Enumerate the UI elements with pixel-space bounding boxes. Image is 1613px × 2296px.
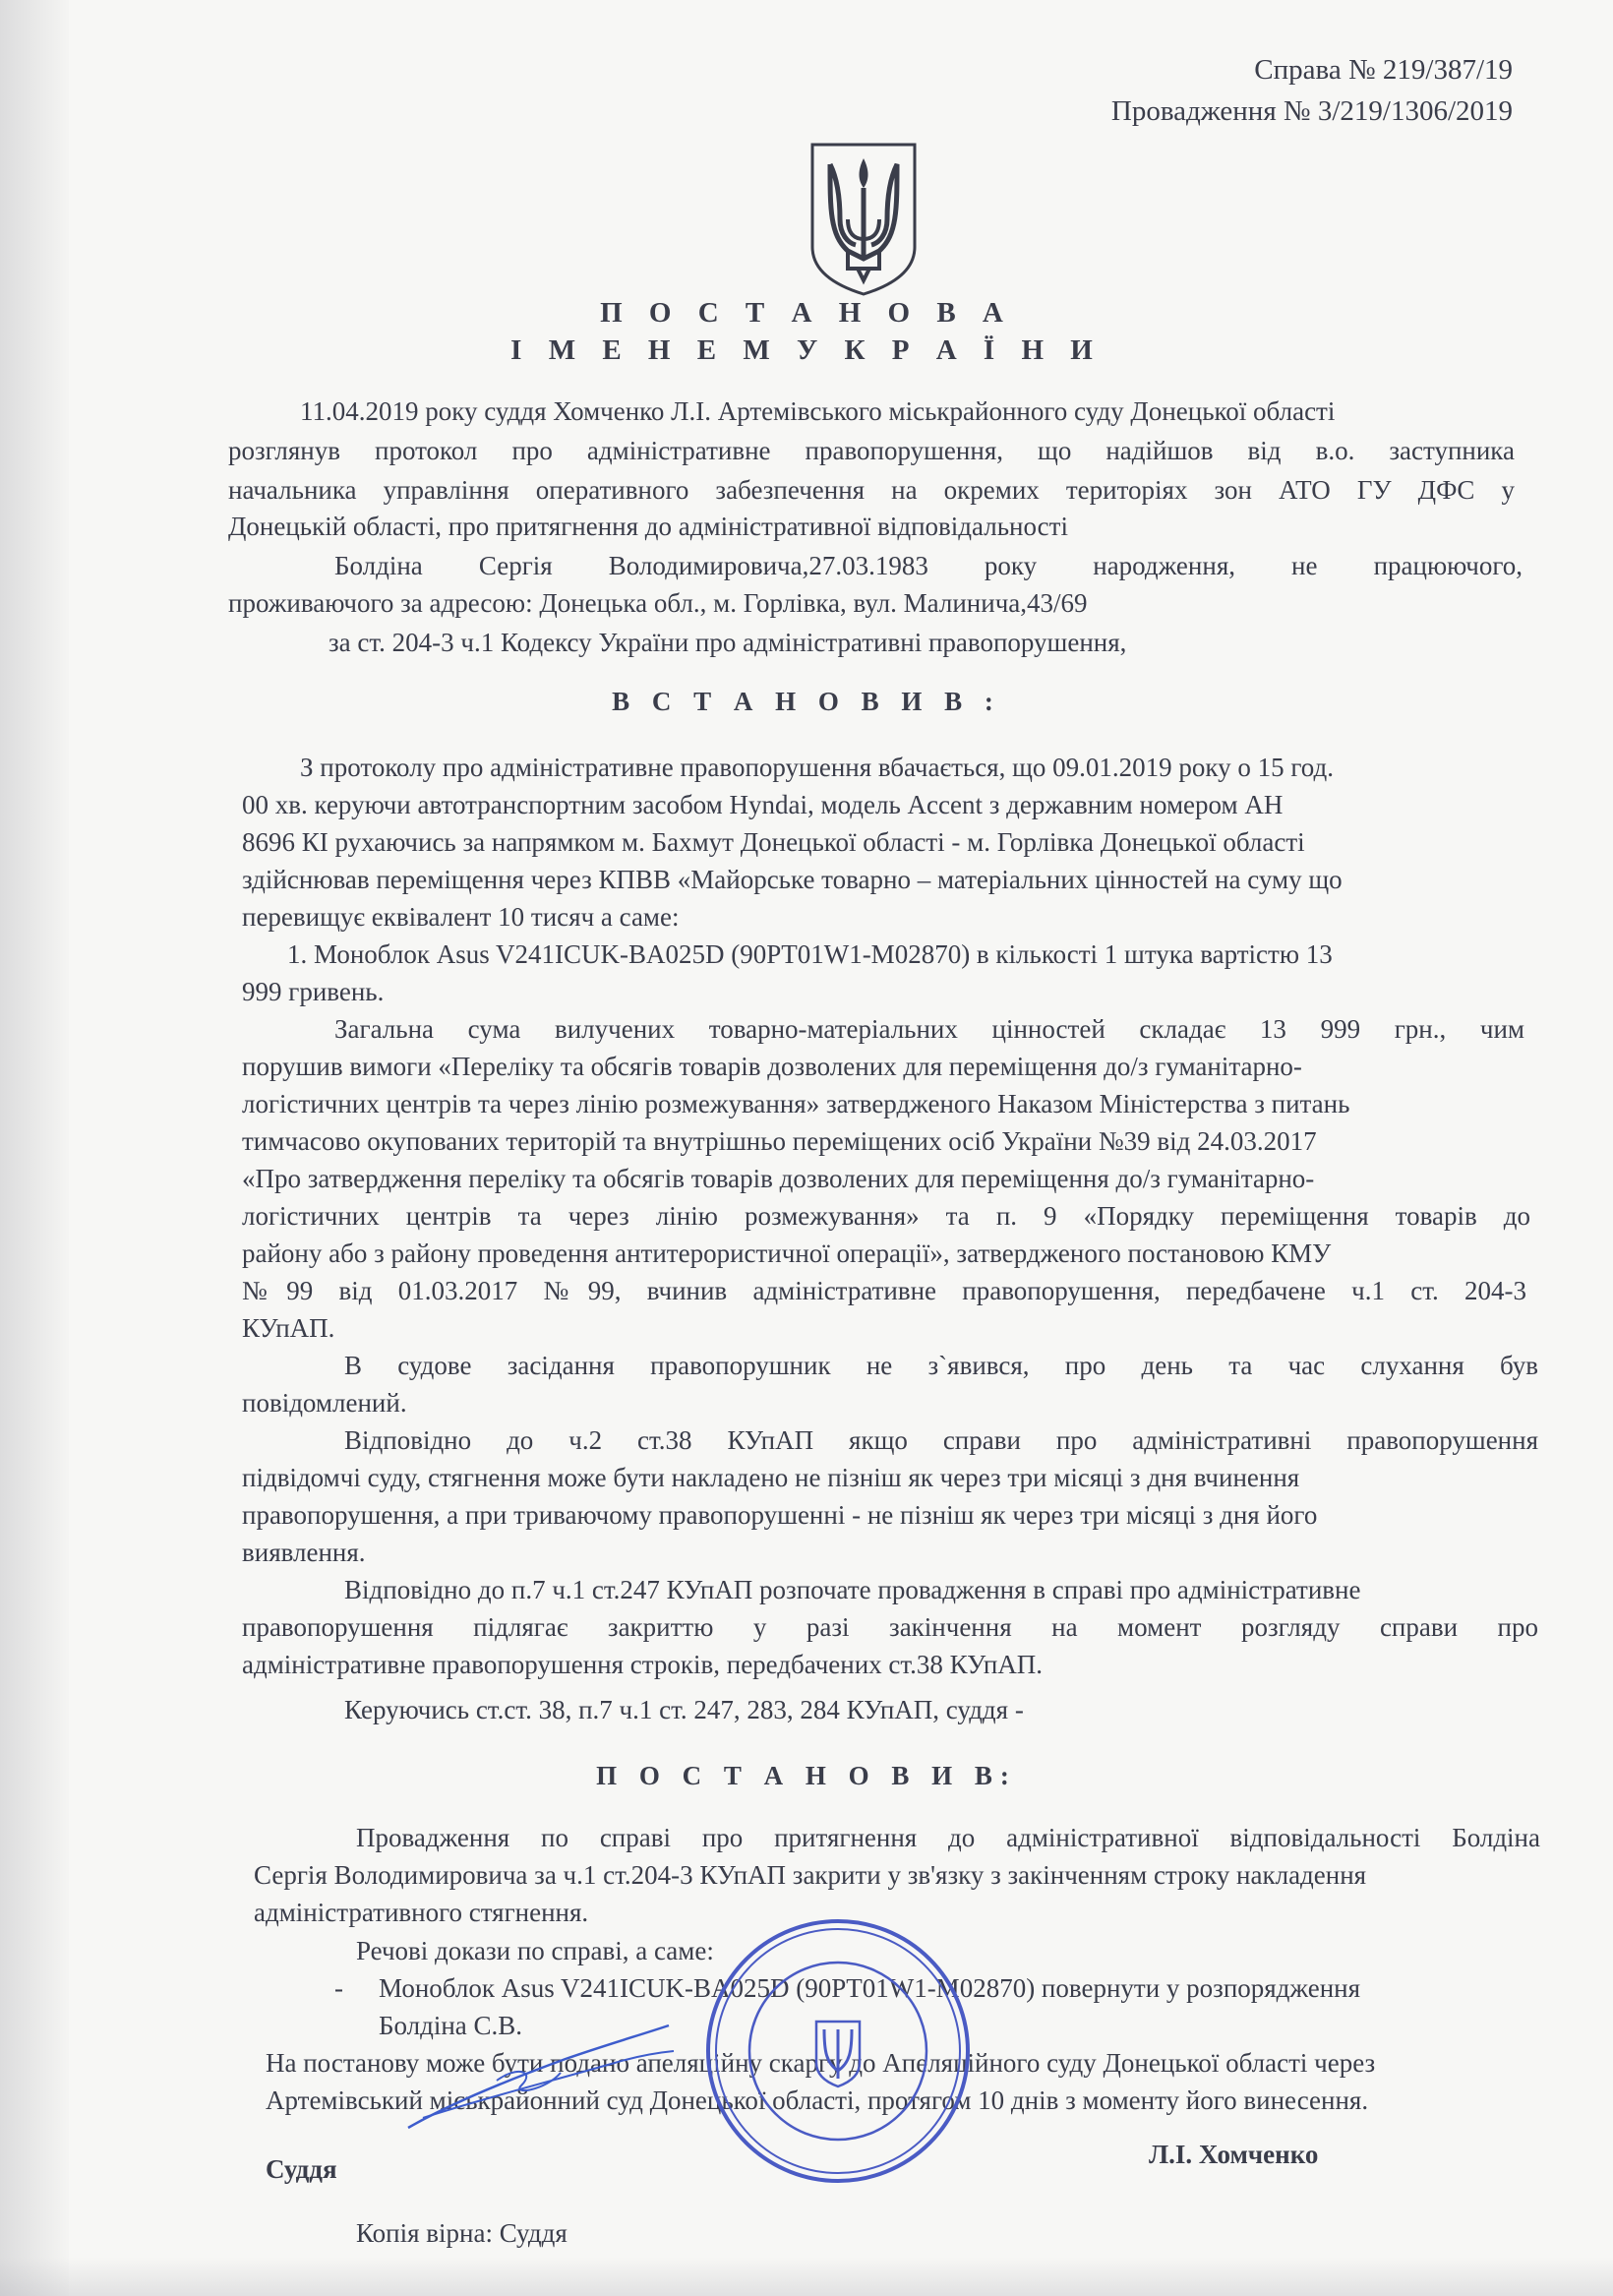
coat-of-arms-icon — [808, 141, 919, 298]
judge-name: Л.І. Хомченко — [1149, 2140, 1319, 2169]
ruling-line: Речові докази по справі, а саме: — [356, 1936, 714, 1965]
body-line: КУпАП. — [242, 1313, 335, 1343]
ruling-line: Сергія Володимировича за ч.1 ст.204-3 КУпАП закрити у зв'язку з закінченням строку накладення — [254, 1860, 1367, 1890]
intro-line: Донецькій області, про притягнення до адміністративної відповідальності — [228, 512, 1068, 541]
article-line: за ст. 204-3 ч.1 Кодексу України про адміністративні правопорушення, — [329, 628, 1127, 657]
body-line: адміністративне правопорушення строків, передбачених ст.38 КУпАП. — [242, 1650, 1044, 1679]
defendant-line: Болдіна Сергія Володимировича,27.03.1983 року народження, не працюючого, — [334, 551, 1523, 580]
body-line: району або з району проведення антитерористичної операції», затвердженого постановою КМУ — [242, 1239, 1332, 1268]
ruling-line: Болдіна С.В. — [379, 2011, 523, 2040]
body-line: правопорушення підлягає закриттю у разі закінчення на момент розгляду справи про — [242, 1612, 1538, 1642]
body-line: Керуючись ст.ст. 38, п.7 ч.1 ст. 247, 283, 284 КУпАП, суддя - — [344, 1695, 1024, 1724]
list-bullet: - — [334, 1973, 343, 2003]
body-line: 00 хв. керуючи автотранспортним засобом Hyndai, модель Accent з державним номером АН — [242, 790, 1284, 819]
body-line: Загальна сума вилучених товарно-матеріальних цінностей складає 13 999 грн., чим — [334, 1014, 1524, 1044]
document-title: П О С Т А Н О В А — [600, 297, 1013, 329]
ruling-line: Провадження по справі про притягнення до адміністративної відповідальності Болдіна — [356, 1823, 1540, 1852]
body-line: логістичних центрів та через лінію розмежування» затвердженого Наказом Міністерства з питань — [242, 1089, 1350, 1118]
scan-bottom-shadow — [0, 2257, 1613, 2296]
body-line: «Про затвердження переліку та обсягів товарів дозволених для переміщення до/з гуманітарно- — [242, 1164, 1315, 1193]
body-line: виявлення. — [242, 1538, 366, 1567]
item-line: 999 гривень. — [242, 977, 385, 1006]
body-line: логістичних центрів та через лінію розмежування» та п. 9 «Порядку переміщення товарів до — [242, 1201, 1530, 1231]
handwritten-signature-icon — [388, 2012, 684, 2140]
body-line: З протоколу про адміністративне правопорушення вбачається, що 09.01.2019 року о 15 год. — [300, 753, 1334, 782]
proceeding-number: Провадження № 3/219/1306/2019 — [1110, 95, 1513, 127]
address-line: проживаючого за адресою: Донецька обл., м. Горлівка, вул. Малинича,43/69 — [228, 588, 1088, 618]
ruling-line: Моноблок Asus V241ICUK-BA025D (90PT01W1-M02870) повернути у розпорядження — [379, 1973, 1361, 2003]
intro-line: начальника управління оперативного забезпечення на окремих територіях зон АТО ГУ ДФС у — [228, 475, 1515, 505]
body-line: 8696 КІ рухаючись за напрямком м. Бахмут Донецької області - м. Горлівка Донецької області — [242, 827, 1305, 857]
intro-line: розглянув протокол про адміністративне правопорушення, що надійшов від в.о. заступника — [228, 436, 1515, 465]
body-line: підвідомчі суду, стягнення може бути накладено не пізніш як через три місяці з дня вчинення — [242, 1463, 1300, 1492]
body-line: №99 від 01.03.2017 №99, вчинив адміністративне правопорушення, передбачене ч.1 ст. 204-3 — [242, 1276, 1526, 1305]
body-line: тимчасово окупованих територій та внутрішньо переміщених осіб України №39 від 24.03.2017 — [242, 1126, 1317, 1156]
body-line: порушив вимоги «Переліку та обсягів товарів дозволених для переміщення до/з гуманітарно- — [242, 1052, 1302, 1081]
body-line: перевищує еквівалент 10 тисяч а саме: — [242, 902, 680, 932]
appeal-line: На постанову може бути подано апеляційну скаргу до Апеляційного суду Донецької області через — [266, 2048, 1376, 2078]
body-line: здійснював переміщення через КПВВ «Майорське товарно – матеріальних цінностей на суму що — [242, 865, 1343, 894]
intro-line: 11.04.2019 року суддя Хомченко Л.І. Артемівського міськрайонного суду Донецької області — [300, 396, 1336, 426]
document-subtitle: І М Е Н Е М У К Р А Ї Н И — [510, 334, 1103, 366]
ruled-heading: П О С Т А Н О В И В: — [596, 1761, 1017, 1790]
case-number: Справа № 219/387/19 — [1254, 54, 1513, 86]
body-line: В судове засідання правопорушник не з`явився, про день та час слухання був — [344, 1351, 1538, 1380]
ruling-line: адміністративного стягнення. — [254, 1898, 589, 1927]
item-line: 1. Моноблок Asus V241ICUK-BA025D (90PT01W1-M02870) в кількості 1 штука вартістю 13 — [287, 939, 1333, 969]
established-heading: В С Т А Н О В И В : — [612, 687, 1001, 716]
body-line: Відповідно до ч.2 ст.38 КУпАП якщо справи про адміністративні правопорушення — [344, 1425, 1538, 1455]
judge-label: Суддя — [266, 2154, 337, 2184]
copy-label: Копія вірна: Суддя — [356, 2218, 568, 2248]
appeal-line: Артемівський міськрайонний суд Донецької області, протягом 10 днів з моменту його винесення. — [266, 2085, 1369, 2115]
body-line: Відповідно до п.7 ч.1 ст.247 КУпАП розпочате провадження в справі про адміністративне — [344, 1575, 1361, 1604]
court-seal-icon — [700, 1913, 976, 2189]
body-line: правопорушення, а при триваючому правопорушенні - не пізніш як через три місяці з дня його — [242, 1500, 1318, 1530]
body-line: повідомлений. — [242, 1388, 407, 1418]
